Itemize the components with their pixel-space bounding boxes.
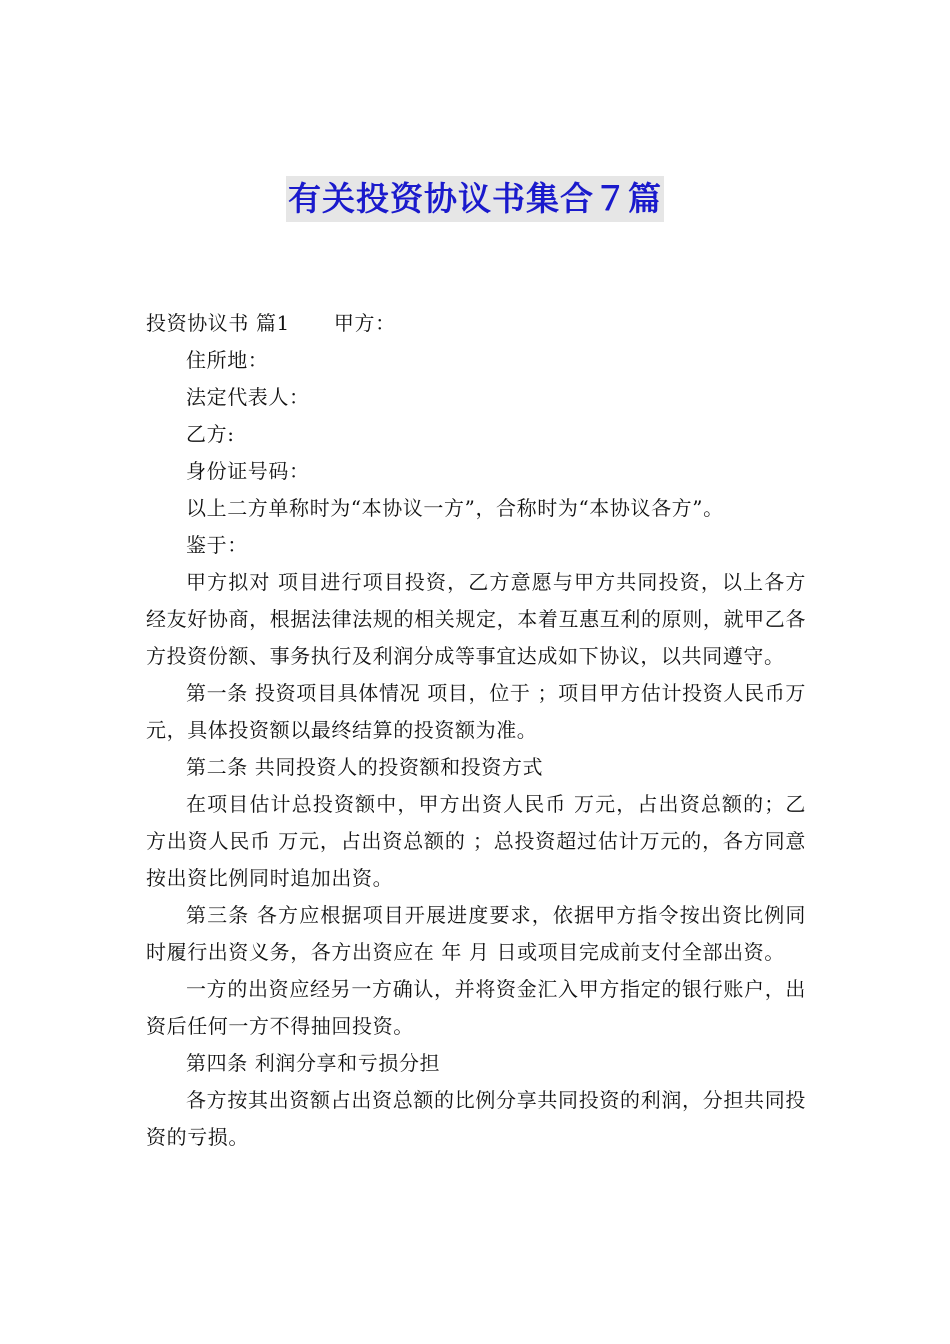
section-heading: 投资协议书 篇1 (146, 311, 290, 335)
paragraph-party-b: 乙方: (186, 422, 235, 446)
paragraph-legal-rep: 法定代表人： (186, 385, 310, 409)
paragraph-whereas: 鉴于： (186, 533, 248, 557)
paragraph-article-4-body: 各方按其出资额占出资总额的比例分享共同投资的利润，分担共同投资的亏损。 (146, 1088, 806, 1149)
party-a-label: 甲方： (333, 311, 396, 335)
document-body (146, 305, 806, 1156)
paragraph-id-number: 身份证号码： (186, 459, 310, 483)
paragraph-party-definition: 以上二方单称时为“本协议一方”，合称时为“本协议各方”。 (186, 496, 724, 520)
paragraph-intro (146, 305, 806, 342)
paragraph-preamble: 甲方拟对 项目进行项目投资，乙方意愿与甲方共同投资，以上各方经友好协商，根据法律法规的相关规定，本着互惠互利的原则，就甲乙各方投资份额、事务执行及利润分成等事宜达成如下协议，以共同遵守。 (146, 570, 806, 668)
paragraph-address: 住所地： (186, 348, 269, 372)
document-title: 有关投资协议书集合７篇 (286, 176, 664, 222)
paragraph-article-2-body: 在项目估计总投资额中，甲方出资人民币 万元，占出资总额的；乙方出资人民币 万元，占出资总额的 ；总投资超过估计万元的，各方同意按出资比例同时追加出资。 (146, 792, 806, 890)
paragraph-article-2-heading: 第二条 共同投资人的投资额和投资方式 (186, 755, 544, 779)
title-container (0, 176, 950, 222)
paragraph-article-3: 第三条 各方应根据项目开展进度要求，依据甲方指令按出资比例同时履行出资义务，各方出资应在 年 月 日或项目完成前支付全部出资。 (146, 903, 806, 964)
paragraph-article-4-heading: 第四条 利润分享和亏损分担 (186, 1051, 441, 1075)
paragraph-article-1: 第一条 投资项目具体情况 项目，位于 ；项目甲方估计投资人民币万元，具体投资额以最终结算的投资额为准。 (146, 681, 806, 742)
paragraph-article-3-transfer: 一方的出资应经另一方确认，并将资金汇入甲方指定的银行账户，出资后任何一方不得抽回投资。 (146, 977, 806, 1038)
